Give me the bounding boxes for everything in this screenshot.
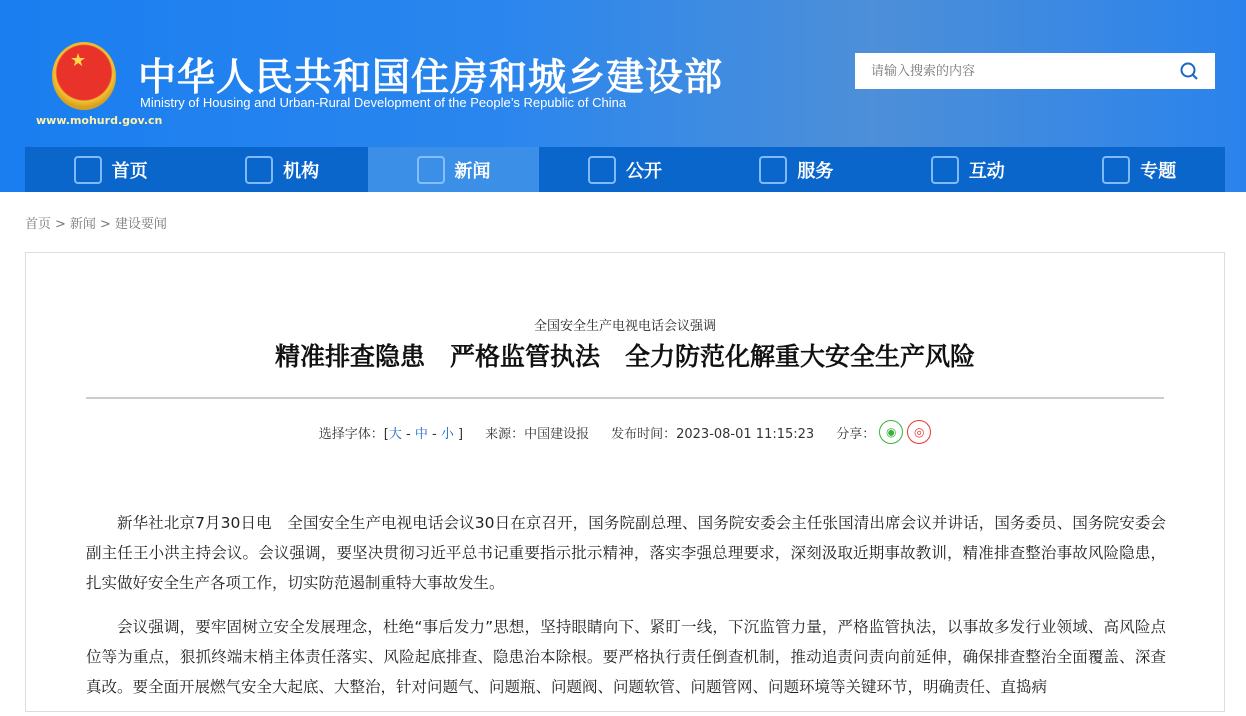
nav-label: 机构 [283, 160, 320, 182]
nav-label: 专题 [1140, 160, 1177, 182]
national-emblem-logo: ★ [52, 42, 116, 110]
article-meta [26, 420, 1224, 444]
breadcrumb-home[interactable]: 首页 [25, 217, 52, 232]
sep: - [406, 426, 411, 442]
site-title[interactable]: 中华人民共和国住房和城乡建设部 [138, 55, 724, 99]
article-card [25, 252, 1225, 712]
search-icon[interactable] [1179, 61, 1199, 81]
building-icon [245, 156, 273, 184]
interaction-icon [931, 156, 959, 184]
nav-label: 服务 [797, 160, 834, 182]
nav-label: 新闻 [454, 160, 491, 182]
site-subtitle: Ministry of Housing and Urban-Rural Development of the People’s Republic of China [140, 95, 627, 110]
paragraph: 会议强调，要牢固树立安全发展理念，杜绝“事后发力”思想，坚持眼睛向下、紧盯一线，下沉监管力量，严格监管执法，以事故多发行业领域、高风险点位等为重点，狠抓终端末梢主体责任落实、风险起底排查、隐患治本除根。要严格执行责任倒查机制，推动追责问责向前延伸，确保排查整治全面覆盖、深查真改。要全面开展燃气安全大起底、大整治，针对问题气、问题瓶、问题阀、问题软管、问题管网、问题环境等关键环节，明确责任、直捣病 [86, 618, 1166, 696]
search-box [855, 53, 1215, 89]
font-label: 选择字体：[ [318, 426, 389, 442]
font-close: ] [458, 426, 464, 442]
search-input[interactable] [871, 64, 1179, 79]
nav-item-2[interactable] [368, 147, 539, 192]
document-icon [588, 156, 616, 184]
service-icon [759, 156, 787, 184]
breadcrumb-current[interactable]: 建设要闻 [114, 217, 167, 232]
nav-item-6[interactable] [1054, 147, 1225, 192]
wechat-icon[interactable]: ◉ [879, 420, 903, 444]
article-title: 精准排查隐患 严格监管执法 全力防范化解重大安全生产风险 [274, 342, 975, 371]
news-icon [417, 156, 445, 184]
breadcrumb-sep: > [55, 217, 66, 232]
share-label: 分享： [836, 426, 876, 442]
nav-item-0[interactable] [25, 147, 196, 192]
main-nav [25, 147, 1225, 192]
share [836, 420, 931, 444]
home-icon [74, 156, 102, 184]
breadcrumb [25, 213, 171, 232]
star-icon [1102, 156, 1130, 184]
nav-label: 首页 [111, 160, 148, 182]
breadcrumb-news[interactable]: 新闻 [69, 217, 96, 232]
publish-time: 发布时间：2023-08-01 11:15:23 [611, 426, 815, 442]
font-medium-link[interactable]: 中 [414, 426, 428, 442]
nav-item-1[interactable] [196, 147, 367, 192]
site-header [0, 0, 1246, 192]
paragraph: 新华社北京7月30日电 全国安全生产电视电话会议30日在京召开，国务院副总理、国务院安委会主任张国清出席会议并讲话，国务委员、国务院安委会副主任王小洪主持会议。会议强调，要坚决贯彻习近平总书记重要指示批示精神，落实李强总理要求，深刻汲取近期事故教训，精准排查整治事故风险隐患，扎实做好安全生产各项工作，切实防范遏制重特大事故发生。 [86, 514, 1166, 592]
nav-item-3[interactable] [539, 147, 710, 192]
weibo-icon[interactable]: ◎ [907, 420, 931, 444]
nav-item-5[interactable] [882, 147, 1053, 192]
font-small-link[interactable]: 小 [440, 426, 454, 442]
nav-label: 公开 [625, 160, 662, 182]
article-body [86, 508, 1166, 716]
sep: - [432, 426, 437, 442]
article-subtitle: 全国安全生产电视电话会议强调 [533, 319, 716, 334]
article-source: 来源：中国建设报 [485, 426, 590, 442]
breadcrumb-sep: > [99, 217, 111, 232]
nav-item-4[interactable] [711, 147, 882, 192]
font-size-selector [319, 423, 463, 442]
site-url: www.mohurd.gov.cn [36, 114, 163, 127]
font-large-link[interactable]: 大 [388, 426, 402, 442]
divider [86, 397, 1164, 399]
nav-label: 互动 [968, 160, 1005, 182]
